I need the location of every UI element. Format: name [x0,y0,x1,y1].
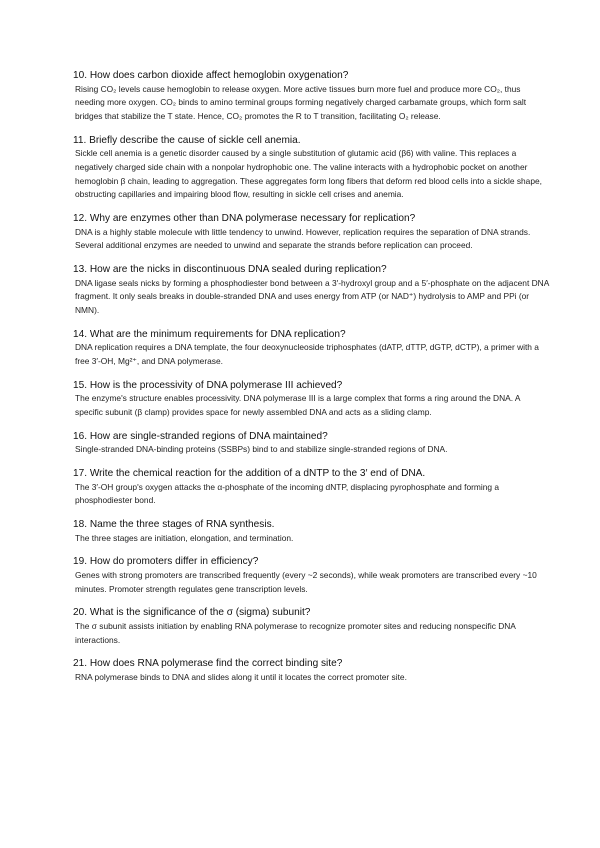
question-heading: 19. How do promoters differ in efficiency? [73,556,259,568]
qa-item-16 [73,430,550,457]
qa-item-10 [73,69,550,124]
question-heading: 13. How are the nicks in discontinuous DNA sealed during replication? [73,264,387,276]
answer-text: DNA ligase seals nicks by forming a phosphodiester bond between a 3′-hydroxyl group and a 5′-phosphate on the adjacent DNA fragment. It only seals breaks in double-stranded DNA and uses energy from ATP (or NAD⁺) hydrolysis to AMP and PPi (or NMN). [75,277,549,316]
qa-item-21 [73,657,550,684]
qa-item-14 [73,328,550,369]
question-heading: 10. How does carbon dioxide affect hemoglobin oxygenation? [73,70,349,81]
qa-item-15 [73,379,550,420]
qa-item-17 [73,467,550,508]
question-heading: 18. Name the three stages of RNA synthesis. [73,519,275,531]
answer-text: The 3′-OH group's oxygen attacks the α-phosphate of the incoming dNTP, displacing pyrophosphate and forming a phosphodiester bond. [75,481,500,506]
question-heading: 16. How are single-stranded regions of DNA maintained? [73,430,328,442]
question-heading: 15. How is the processivity of DNA polymerase III achieved? [73,379,343,391]
answer-text: DNA replication requires a DNA template, the four deoxynucleoside triphosphates (dATP, dTTP, dGTP, dCTP), a primer with a free 3′-OH, Mg²⁺, and DNA polymerase. [75,342,539,367]
answer-text: The three stages are initiation, elongation, and termination. [75,532,294,543]
qa-item-20 [73,606,550,647]
answer-text: The σ subunit assists initiation by enabling RNA polymerase to recognize promoter sites and reducing nonspecific DNA interactions. [75,621,516,645]
qa-item-12 [73,212,550,253]
answer-text: RNA polymerase binds to DNA and slides along it until it locates the correct promoter site. [75,672,407,682]
question-heading: 20. What is the significance of the σ (sigma) subunit? [73,607,311,619]
qa-item-18 [73,518,550,545]
qa-item-19 [73,555,550,596]
answer-text: The enzyme's structure enables processivity. DNA polymerase III is a large complex that forms a ring around the DNA. A specific subunit (β clamp) provides space for newly assembled DNA and acts as a sliding clamp. [75,393,521,418]
qa-item-11 [73,134,550,202]
question-heading: 21. How does RNA polymerase find the correct binding site? [73,658,343,670]
answer-text: Rising CO₂ levels cause hemoglobin to release oxygen. More active tissues burn more fuel and produce more CO₂, thus needing more oxygen. CO₂ binds to amino terminal groups forming negatively charged carbamate groups, which form salt bridges that stabilize the T state. Hence, CO₂ promotes the R to T transition, facilitating O₂ release. [75,83,527,121]
answer-text: Single-stranded DNA-binding proteins (SSBPs) bind to and stabilize single-stranded regions of DNA. [75,444,448,455]
qa-item-13 [73,263,550,318]
answer-text: DNA is a highly stable molecule with little tendency to unwind. However, replication requires the separation of DNA strands. Several additional enzymes are needed to unwind and separate the strands before replication can proceed. [75,226,531,251]
question-heading: 12. Why are enzymes other than DNA polymerase necessary for replication? [73,213,416,225]
answer-text: Sickle cell anemia is a genetic disorder caused by a single substitution of glutamic acid (β6) with valine. This replaces a negatively charged side chain with a nonpolar hydrophobic one. The valine interacts with a hydrophobic pocket on another hemoglobin β chain, leading to aggregation. These aggregates form long fibers that deform red blood cells into a sickle shape, obstructing capillaries and impairing blood flow, resulting in sickle cell crises and anemia. [75,148,542,200]
question-heading: 14. What are the minimum requirements for DNA replication? [73,328,346,340]
question-heading: 17. Write the chemical reaction for the addition of a dNTP to the 3′ end of DNA. [73,468,426,480]
answer-text: Genes with strong promoters are transcribed frequently (every ~2 seconds), while weak promoters are transcribed every ~10 minutes. Promoter strength regulates gene transcription levels. [75,570,537,594]
question-heading: 11. Briefly describe the cause of sickle cell anemia. [73,134,301,146]
